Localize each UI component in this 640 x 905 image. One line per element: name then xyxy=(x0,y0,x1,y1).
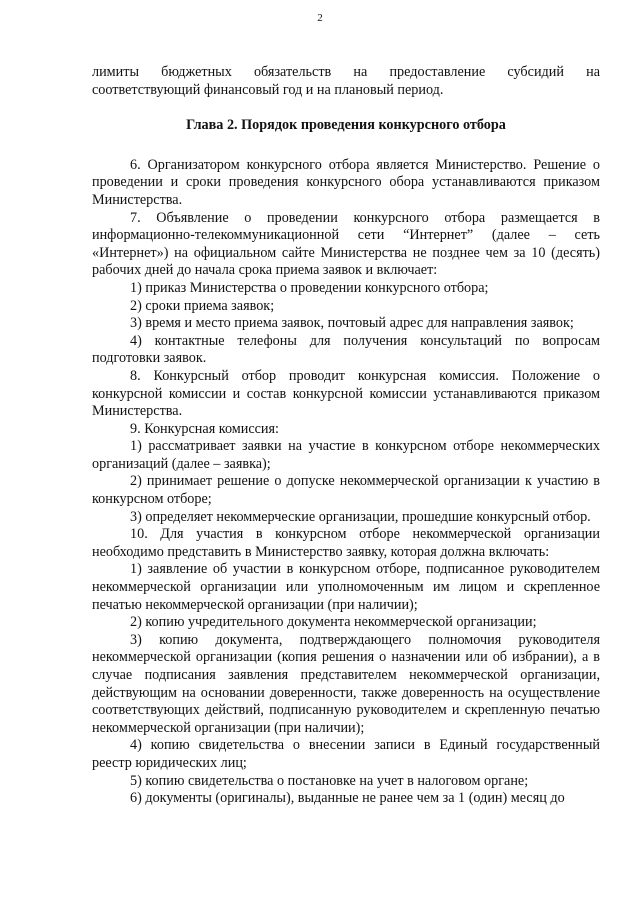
paragraph-9-item-2: 2) принимает решение о допуске некоммерческой организации к участию в конкурсном отборе; xyxy=(92,473,600,508)
paragraph-7-item-3: 3) время и место приема заявок, почтовый адрес для направления заявок; xyxy=(130,315,574,332)
paragraph-10-item-5: 5) копию свидетельства о постановке на учет в налоговом органе; xyxy=(130,772,529,789)
paragraph-10-item-2: 2) копию учредительного документа некоммерческой организации; xyxy=(130,614,537,631)
paragraph-8: 8. Конкурсный отбор проводит конкурсная комиссия. Положение о конкурсной комиссии и состав конкурсной комиссии устанавливаются приказом Министерства. xyxy=(92,367,600,420)
chapter-heading: Глава 2. Порядок проведения конкурсного отбора xyxy=(186,117,506,134)
document-body xyxy=(92,64,600,808)
paragraph-9-item-3: 3) определяет некоммерческие организации, прошедшие конкурсный отбор. xyxy=(130,508,591,525)
paragraph-10-item-1: 1) заявление об участии в конкурсном отборе, подписанное руководителем некоммерческой организации или уполномоченным им лицом и скрепленное печатью некоммерческой организации (при наличии); xyxy=(92,561,600,613)
page-number: 2 xyxy=(317,12,323,24)
paragraph-6: 6. Организатором конкурсного отбора является Министерство. Решение о проведении и сроки проведения конкурсного обора устанавливаются приказом Министерства. xyxy=(92,156,600,208)
paragraph-9: 9. Конкурсная комиссия: xyxy=(130,420,279,437)
paragraph-7: 7. Объявление о проведении конкурсного отбора размещается в информационно-телекоммуникационной сети “Интернет” (далее – сеть «Интернет») на официальном сайте Министерства не позднее чем за 10 (десять) рабочих дней до начала срока приема заявок и включает: xyxy=(92,209,600,279)
paragraph-10-item-6: 6) документы (оригиналы), выданные не ранее чем за 1 (один) месяц до xyxy=(130,790,565,807)
paragraph-7-item-1: 1) приказ Министерства о проведении конкурсного отбора; xyxy=(130,279,489,296)
paragraph-10-item-4: 4) копию свидетельства о внесении записи в Единый государственный реестр юридических лиц; xyxy=(92,737,600,771)
paragraph-continuation: лимиты бюджетных обязательств на предоставление субсидий на соответствующий финансовый год и на плановый период. xyxy=(92,64,600,98)
paragraph-9-item-1: 1) рассматривает заявки на участие в конкурсном отборе некоммерческих организаций (далее – заявка); xyxy=(92,438,600,472)
paragraph-10: 10. Для участия в конкурсном отборе некоммерческой организации необходимо представить в Министерство заявку, которая должна включать: xyxy=(92,526,600,560)
paragraph-10-item-3: 3) копию документа, подтверждающего полномочия руководителя некоммерческой организации (копия решения о назначении или об избрании), а в случае подписания заявления представителем некоммерческой организации, действующим на основании доверенности, также доверенность на осуществление соответствующих действий, подписанную руководителем и скрепленную печатью некоммерческой организации (при наличии); xyxy=(92,631,600,736)
paragraph-7-item-2: 2) сроки приема заявок; xyxy=(130,297,275,314)
paragraph-7-item-4: 4) контактные телефоны для получения консультаций по вопросам подготовки заявок. xyxy=(92,332,600,367)
